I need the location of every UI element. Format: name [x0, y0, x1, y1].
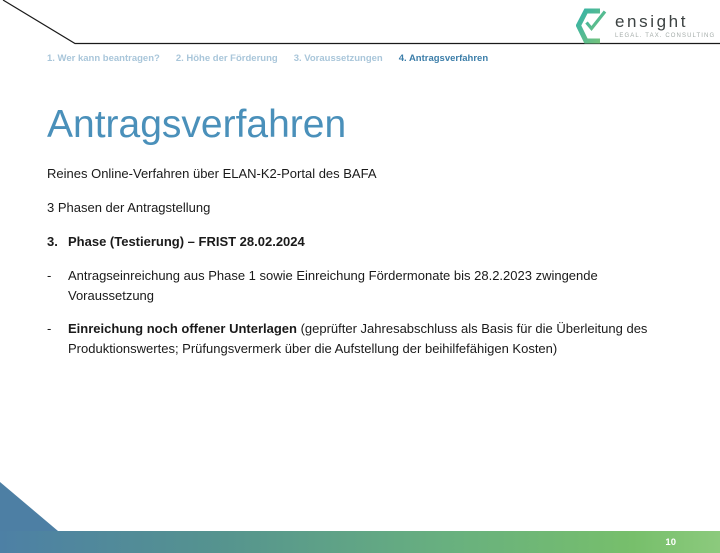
bullet-text — [68, 266, 662, 306]
bullet-text — [68, 319, 662, 359]
page-title: Antragsverfahren — [47, 103, 347, 146]
intro-paragraph-2: 3 Phasen der Antragstellung — [47, 200, 211, 215]
bullet-item — [47, 319, 662, 359]
logo-tagline: LEGAL. TAX. CONSULTING — [615, 33, 716, 39]
nav-item-wer-kann-beantragen[interactable]: 1. Wer kann beantragen? — [47, 53, 160, 64]
bullet-marker: - — [47, 268, 52, 283]
phase-number: 3. — [47, 234, 58, 249]
phase-heading — [47, 232, 662, 252]
logo-brand-text: ensight — [615, 12, 689, 31]
slide-content — [47, 102, 662, 372]
footer-wedge-shape — [0, 482, 58, 531]
section-nav — [47, 53, 488, 64]
nav-item-voraussetzungen[interactable]: 3. Voraussetzungen — [293, 53, 383, 64]
bullet-item — [47, 266, 662, 306]
page-number: 10 — [665, 537, 676, 548]
company-logo — [576, 8, 715, 44]
bullet-regular-text: Antragseinreichung aus Phase 1 sowie Einreichung Fördermonate bis 28.2.2023 zwingende Voraussetzung — [68, 268, 598, 303]
footer-gradient-bar — [0, 531, 720, 553]
bullet-marker: - — [47, 321, 52, 336]
nav-item-antragsverfahren[interactable]: 4. Antragsverfahren — [398, 53, 489, 64]
bullet-regular-text: (geprüfter Jahresabschluss als Basis für die Überleitung des Produktionswertes; Prüfungsvermerk über die Aufstellung der beihilfefähigen Kosten) — [68, 321, 648, 356]
nav-item-hoehe-der-foerderung[interactable]: 2. Höhe der Förderung — [175, 53, 278, 64]
bullet-bold-text: Einreichung noch offener Unterlagen — [68, 321, 297, 336]
intro-paragraph-1: Reines Online-Verfahren über ELAN-K2-Portal des BAFA — [47, 166, 377, 181]
phase-heading-text: Phase (Testierung) – FRIST 28.02.2024 — [68, 234, 305, 249]
ensight-hexagon-logo-icon — [576, 8, 610, 44]
